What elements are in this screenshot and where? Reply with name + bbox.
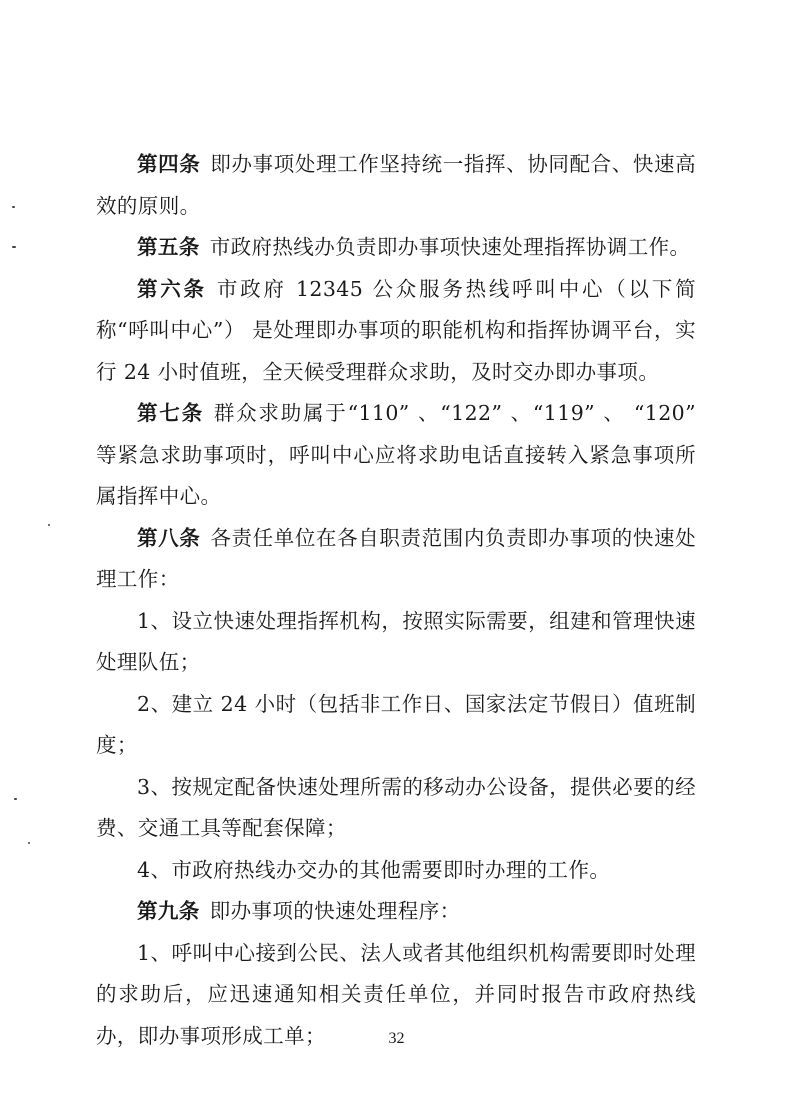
- scan-speck: [28, 842, 30, 844]
- list-item-8-4: [96, 850, 696, 892]
- document-body: [96, 144, 696, 1057]
- paragraph-text: 即办事项处理工作坚持统一指挥、协同配合、快速高效的原则。: [96, 152, 696, 218]
- article-label: 第八条: [137, 525, 201, 550]
- article-label: 第六条: [137, 276, 207, 301]
- list-item-8-1: [96, 601, 696, 684]
- scan-speck: [14, 798, 17, 800]
- paragraph-article-8: [96, 518, 696, 601]
- scan-speck: [12, 246, 16, 248]
- paragraph-text: 各责任单位在各自职责范围内负责即办事项的快速处理工作：: [96, 525, 696, 591]
- article-label: 第四条: [137, 152, 201, 176]
- paragraph-text: 4、市政府热线办交办的其他需要即时办理的工作。: [137, 857, 611, 882]
- paragraph-text: 3、按规定配备快速处理所需的移动办公设备，提供必要的经费、交通工具等配套保障；: [96, 774, 696, 840]
- paragraph-article-9: [96, 891, 696, 933]
- page-number: 32: [388, 1030, 405, 1047]
- paragraph-article-7: [96, 393, 696, 518]
- scan-speck: [48, 524, 50, 526]
- paragraph-article-5: [96, 227, 696, 269]
- scan-speck: [12, 206, 15, 208]
- paragraph-text: 市政府 12345 公众服务热线呼叫中心（以下简称“呼叫中心”） 是处理即办事项的职能机构和指挥协调平台，实行 24 小时值班，全天候受理群众求助，及时交办即办事项。: [96, 276, 696, 384]
- article-label: 第七条: [137, 401, 204, 425]
- paragraph-text: 市政府热线办负责即办事项快速处理指挥协调工作。: [209, 235, 691, 259]
- paragraph-text: 即办事项的快速处理程序：: [209, 899, 461, 923]
- paragraph-article-4: [96, 144, 696, 227]
- paragraph-text: 1、设立快速处理指挥机构，按照实际需要，组建和管理快速处理队伍；: [96, 608, 696, 674]
- paragraph-text: 群众求助属于“110” 、“122” 、“119” 、 “120” 等紧急求助事项时，呼叫中心应将求助电话直接转入紧急事项所属指挥中心。: [96, 401, 696, 508]
- article-label: 第五条: [137, 235, 200, 259]
- paragraph-article-6: [96, 269, 696, 394]
- list-item-8-3: [96, 767, 696, 850]
- paragraph-text: 1、呼叫中心接到公民、法人或者其他组织机构需要即时处理的求助后，应迅速通知相关责任单位，并同时报告市政府热线办，即办事项形成工单；: [96, 940, 696, 1048]
- paragraph-text: 2、建立 24 小时（包括非工作日、国家法定节假日）值班制度；: [96, 691, 696, 757]
- list-item-8-2: [96, 684, 696, 767]
- article-label: 第九条: [137, 899, 200, 923]
